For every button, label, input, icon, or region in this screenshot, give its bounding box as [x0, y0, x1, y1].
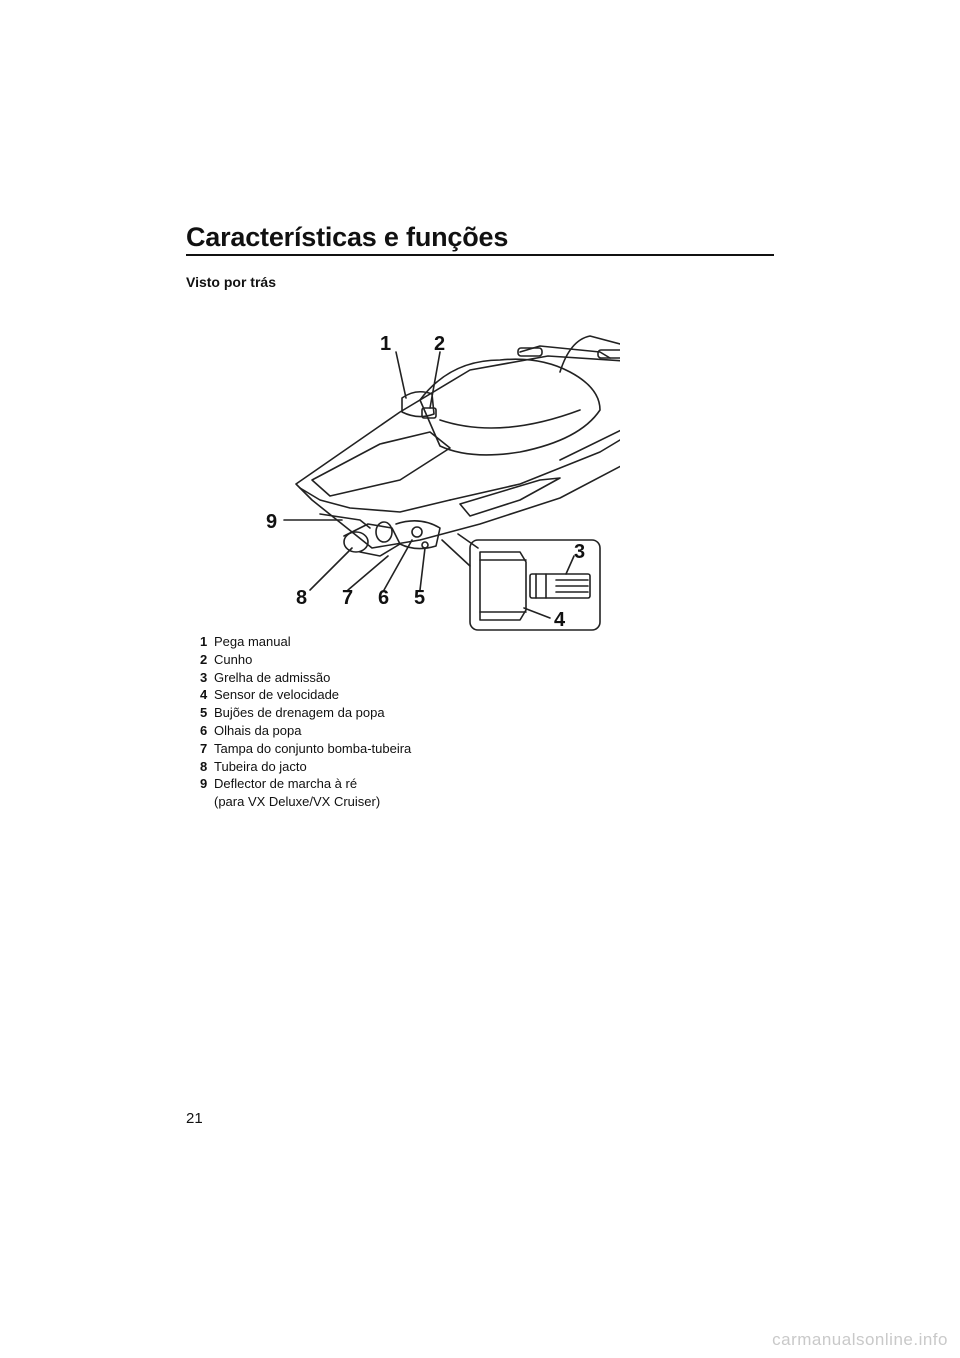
legend-label: Sensor de velocidade: [214, 687, 340, 703]
legend-label-note: (para VX Deluxe/VX Cruiser): [214, 794, 381, 810]
callout-4: 4: [554, 609, 566, 631]
callout-5: 5: [414, 587, 426, 609]
legend-number: 6: [200, 722, 208, 738]
legend-label: Cunho: [214, 651, 253, 667]
legend-item: [200, 775, 620, 811]
parts-legend: [200, 633, 620, 811]
legend-label: Deflector de marcha à ré: [214, 776, 358, 792]
legend-label: Bujões de drenagem da popa: [214, 705, 385, 721]
legend-label: Grelha de admissão: [214, 669, 331, 685]
legend-item: [200, 686, 620, 704]
callout-6: 6: [378, 587, 390, 609]
callout-3: 3: [574, 541, 586, 563]
legend-number: 8: [200, 758, 208, 774]
legend-label: Pega manual: [214, 634, 291, 649]
legend-number: 2: [200, 651, 208, 667]
callout-1: 1: [380, 333, 392, 355]
page-number: 21: [186, 1110, 203, 1127]
legend-item: [200, 633, 620, 651]
legend-number: 3: [200, 669, 208, 685]
callout-8: 8: [296, 587, 308, 609]
legend-item: [200, 740, 620, 758]
callout-7: 7: [342, 587, 354, 609]
legend-number: 9: [200, 776, 208, 792]
title-rule: [186, 254, 774, 256]
legend-item: [200, 722, 620, 740]
legend-label: Tubeira do jacto: [214, 758, 307, 774]
callout-2: 2: [434, 333, 446, 355]
legend-number: 1: [200, 634, 208, 649]
legend-number: 5: [200, 705, 208, 721]
callout-9: 9: [266, 511, 278, 533]
page-title: Características e funções: [186, 222, 509, 252]
watermark: carmanualsonline.info: [772, 1330, 948, 1349]
legend-item: [200, 669, 620, 687]
legend-item: [200, 704, 620, 722]
legend-item: [200, 758, 620, 776]
legend-label: Tampa do conjunto bomba-tubeira: [214, 740, 412, 756]
section-title: Visto por trás: [186, 274, 276, 290]
legend-number: 7: [200, 740, 208, 756]
jet-ski-rear-view-illustration: [250, 318, 620, 638]
legend-item: [200, 651, 620, 669]
legend-label: Olhais da popa: [214, 722, 302, 738]
legend-number: 4: [200, 687, 208, 703]
